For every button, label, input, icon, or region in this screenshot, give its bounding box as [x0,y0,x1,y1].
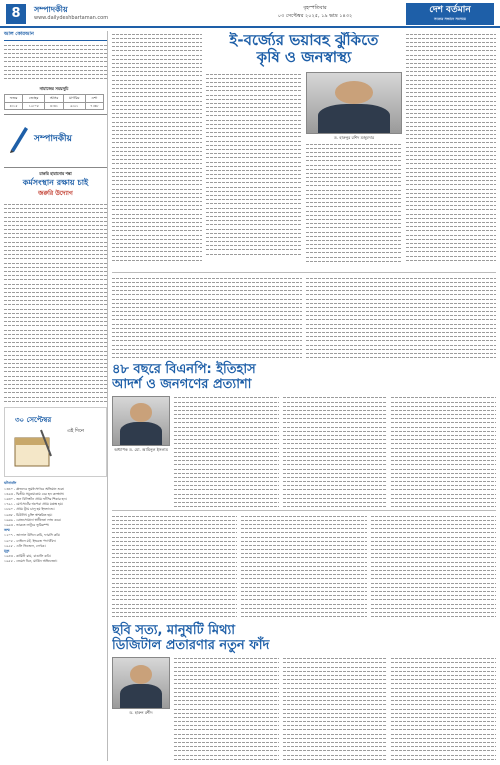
table-row [5,102,104,110]
on-this-day-box [4,407,107,477]
list-item: ১৮৬০ - প্রথম ট্রাম চালু হয় ইংল্যান্ডে। [4,507,55,512]
table-cell: জোহর [23,94,45,102]
author-photo [306,72,402,134]
page-number: 8 [6,4,26,24]
editorial-body [4,202,107,403]
table-cell: ৭:৩৮ [85,102,103,110]
editorial-title: কর্মসংস্থান রক্ষায় চাই [22,178,89,188]
events-list [4,481,107,564]
text-line [4,77,107,81]
pen-icon [8,123,30,153]
list-item: ১৯২৮ - এলি ভিজেল, লেখক। [4,543,46,548]
list-item: ১৯৩৮ - মিউনিখ চুক্তি স্বাক্ষরিত হয়। [4,512,53,517]
text-line [206,252,302,256]
article1-side-text [406,32,496,268]
editorial-logo: সম্পাদকীয় [34,134,72,145]
text-line [306,259,402,263]
editorial-kicker: চাকরি হারানোর শঙ্কা [39,171,72,177]
table-cell: ৪:১৫ [5,102,23,110]
text-line [241,615,366,619]
quran-text [4,43,107,81]
article1-title-line2: কৃষি ও জনস্বাস্থ্য [256,48,352,66]
list-item: ১৩৪০ - স্লাভদের ভূমধ্যসাগরে অভিযান শুরু। [4,486,65,491]
list-item: ১৬৩০ - জন বিলিংটন প্রথম ফাঁসির শিকার হন। [4,496,67,501]
article-ewaste [112,32,496,270]
list-item: ১২০৭ - জালাল উদ্দিন রুমি, ফারসি কবি। [4,533,61,538]
table-cell: ফজর [5,94,23,102]
table-cell: ৪:৩১ [45,102,64,110]
list-item: ১৯৪৩ - কামিনী রায়, বাঙালি কবি। [4,554,51,559]
prayer-table-caption: নামাজের সময়সূচি [39,85,69,91]
deaths-heading: মৃত্যু [4,549,10,554]
list-item: ১৯৬৬ - বোতসোয়ানা স্বাধীনতা লাভ করে। [4,517,62,522]
calendar-illustration-icon [11,426,57,472]
editorial-title-line2: জরুরি উদ্যোগ [38,190,73,198]
text-line [391,505,496,508]
issue-full-date: ০৩ সেপ্টেম্বর ২০২৫, ১৯ ভাদ্র ১৪৩২ [277,13,353,19]
text-line [112,615,237,619]
photo-caption: অধ্যাপক ড. মো. আমিনুল ইসলাম [114,446,168,452]
events-heading: ঘটনাবলি [4,481,17,486]
births-heading: জন্ম [4,528,10,533]
page-header [0,0,500,28]
table-cell: আসর [45,94,64,102]
logo-tagline: সত্যের সন্ধানে সবসময় [434,17,466,21]
article1-main [206,32,402,268]
quran-heading: আল কোরআন [4,31,107,41]
article-digital-fraud [112,514,496,762]
divider [112,510,496,511]
photo-caption: ড. হারুন রশীদ [129,709,153,715]
article2-lead-text-2 [306,276,496,360]
section-title: সম্পাদকীয় [34,5,68,14]
table-cell: ১২:০৫ [23,102,45,110]
text-line [174,505,279,508]
article1-title: ই-বর্জ্যের ভয়াবহ ঝুঁকিতে [229,32,379,49]
text-line [174,761,279,762]
text-line [4,399,107,403]
article-bnp [112,276,496,508]
masthead-logo [406,3,494,25]
table-cell: মাগরিব [63,94,85,102]
text-line [283,505,388,508]
text-line [391,761,496,762]
text-line [306,356,496,360]
text-line [112,258,202,262]
text-line [283,761,388,762]
text-line [112,356,302,360]
prayer-time-table [4,85,104,111]
article1-lead-text [112,32,202,268]
article2-lead-text [112,276,302,360]
issue-day: বৃহস্পতিবার [303,5,327,11]
left-column [4,31,108,761]
website-link[interactable]: www.dailydeshbartaman.com [34,15,109,21]
list-item: ১৯৯৩ - ভারতে লাটুরে ভূমিকম্প। [4,523,50,527]
divider [112,272,496,273]
text-line [371,615,496,619]
table-row [5,94,104,102]
table-cell: এশা [85,94,103,102]
list-item: ১৯৫৫ - জেমস ডিন, মার্কিন অভিনেতা। [4,559,58,564]
day-subtitle: এই দিনে [67,428,85,435]
photo-caption: ড. হারুনুর রশিদ মজুমদার [333,135,375,140]
day-title: ৩০ সেপ্টেম্বর [15,416,52,425]
author-photo [112,657,170,709]
list-item: ১৪৯৩ - দ্বিতীয় সমুদ্রযাত্রায় বের হন কলম্বাস। [4,491,65,496]
list-item: ১৭৯১ - মোৎসার্টের অপেরা প্রথম মঞ্চস্থ হয়। [4,502,63,507]
article2-title: ৪৮ বছরে বিএনপি: ইতিহাস [112,361,256,377]
article3-title-line2: ডিজিটাল প্রতারণার নতুন ফাঁদ [112,637,270,653]
article2-title-line2: আদর্শ ও জনগণের প্রত্যাশা [112,376,252,392]
text-line [406,258,496,262]
article3-title: ছবি সত্য, মানুষটি মিথ্যা [112,622,236,638]
table-cell: ৬:২১ [63,102,85,110]
author-photo [112,396,170,446]
logo-text: দেশ বর্তমান [429,5,471,15]
issue-date [250,5,380,21]
list-item: ১৯০৫ - নেভিল মট, ইংরেজ পদার্থবিদ। [4,538,57,543]
editorial-banner [4,114,107,168]
